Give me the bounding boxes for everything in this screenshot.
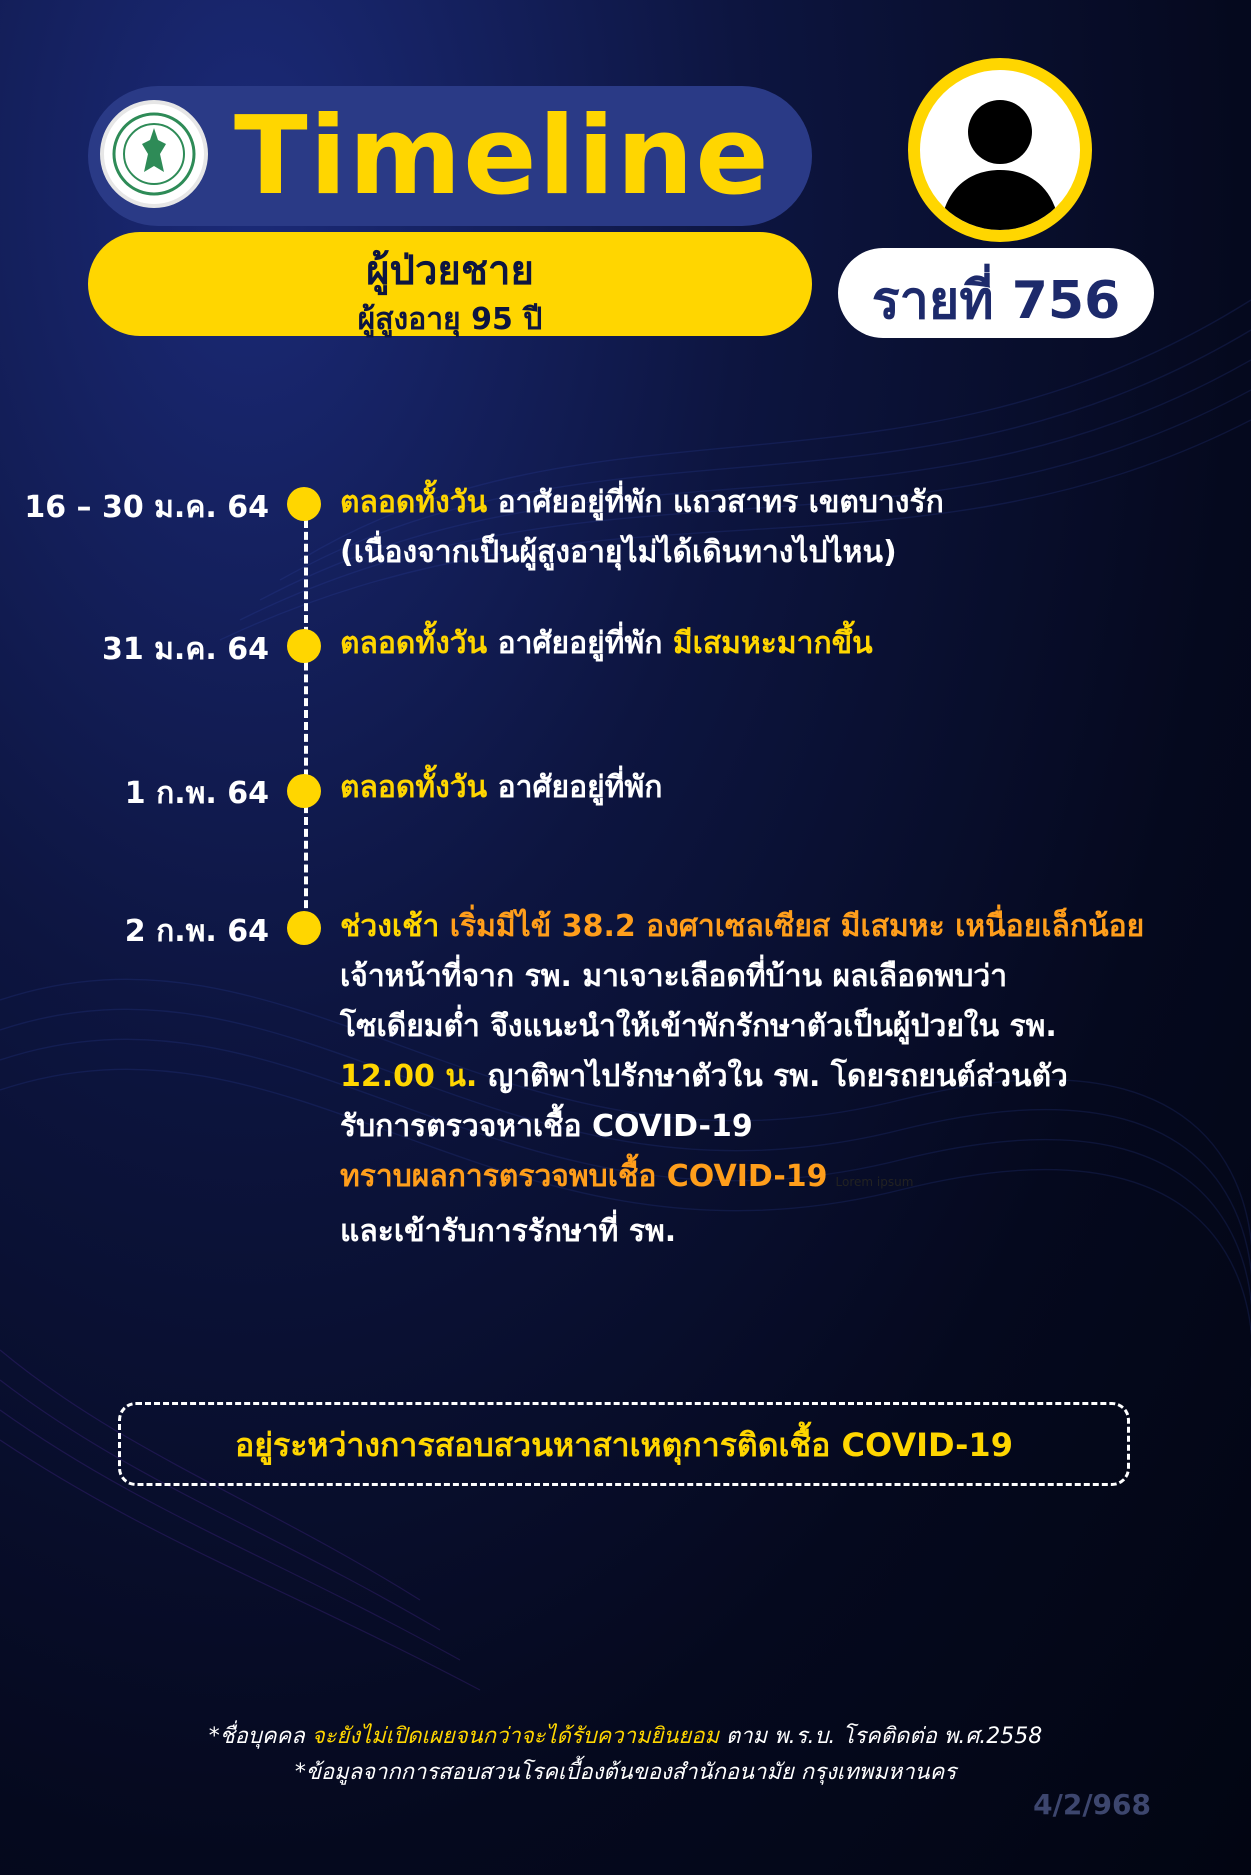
- timeline-text: ช่วงเช้า เริ่มมีไข้ 38.2 องศาเซลเซียส มีเสมหะ เหนื่อยเล็กน้อย เจ้าหน้าที่จาก รพ. มาเจาะเลือดที่บ้าน ผลเลือดพบว่า โซเดียมต่ำ จึงแนะนำให้เข้าพักรักษาตัวเป็นผู้ป่วยใน รพ. 12.00 น. ญาติพาไปรักษาตัวใน รพ. โดยรถยนต์ส่วนตัว รับการตรวจหาเชื้อ COVID-19 ทราบผลการตรวจพบเชื้อ COVID-19 Lorem ipsum และเข้ารับการรักษาที่ รพ.: [340, 909, 1145, 1249]
- timeline-date: 2 ก.พ. 64: [124, 914, 269, 949]
- timeline-dot: [287, 774, 321, 808]
- timeline-date: 16 – 30 ม.ค. 64: [24, 490, 269, 525]
- person-silhouette-icon: [908, 58, 1092, 242]
- timeline-date: 31 ม.ค. 64: [101, 632, 269, 667]
- timeline-text: ตลอดทั้งวัน อาศัยอยู่ที่พัก แถวสาทร เขตบางรัก (เนื่องจากเป็นผู้สูงอายุไม่ได้เดินทางไปไหน): [340, 485, 944, 570]
- timeline-dot: [287, 629, 321, 663]
- bangkok-seal-icon: [100, 100, 208, 208]
- footer-disclaimer: *ชื่อบุคคล จะยังไม่เปิดเผยจนกว่าจะได้รับความยินยอม ตาม พ.ร.บ. โรคติดต่อ พ.ศ.2558: [208, 1724, 1043, 1749]
- patient-age: ผู้สูงอายุ 95 ปี: [357, 302, 543, 337]
- timeline-dot: [287, 487, 321, 521]
- footer-source: *ข้อมูลจากการสอบสวนโรคเบื้องต้นของสำนักอนามัย กรุงเทพมหานคร: [294, 1760, 957, 1785]
- case-number: รายที่ 756: [871, 271, 1121, 331]
- timeline-connector: [304, 520, 308, 920]
- investigation-note: อยู่ระหว่างการสอบสวนหาสาเหตุการติดเชื้อ COVID-19: [235, 1426, 1013, 1464]
- document-code: 4/2/968: [1033, 1788, 1151, 1821]
- timeline-dot: [287, 911, 321, 945]
- patient-type: ผู้ป่วยชาย: [366, 248, 534, 294]
- timeline-date: 1 ก.พ. 64: [124, 776, 269, 811]
- timeline-text: ตลอดทั้งวัน อาศัยอยู่ที่พัก มีเสมหะมากขึ้น: [340, 626, 873, 661]
- page-title: Timeline: [234, 94, 771, 219]
- timeline-text: ตลอดทั้งวัน อาศัยอยู่ที่พัก: [340, 770, 663, 805]
